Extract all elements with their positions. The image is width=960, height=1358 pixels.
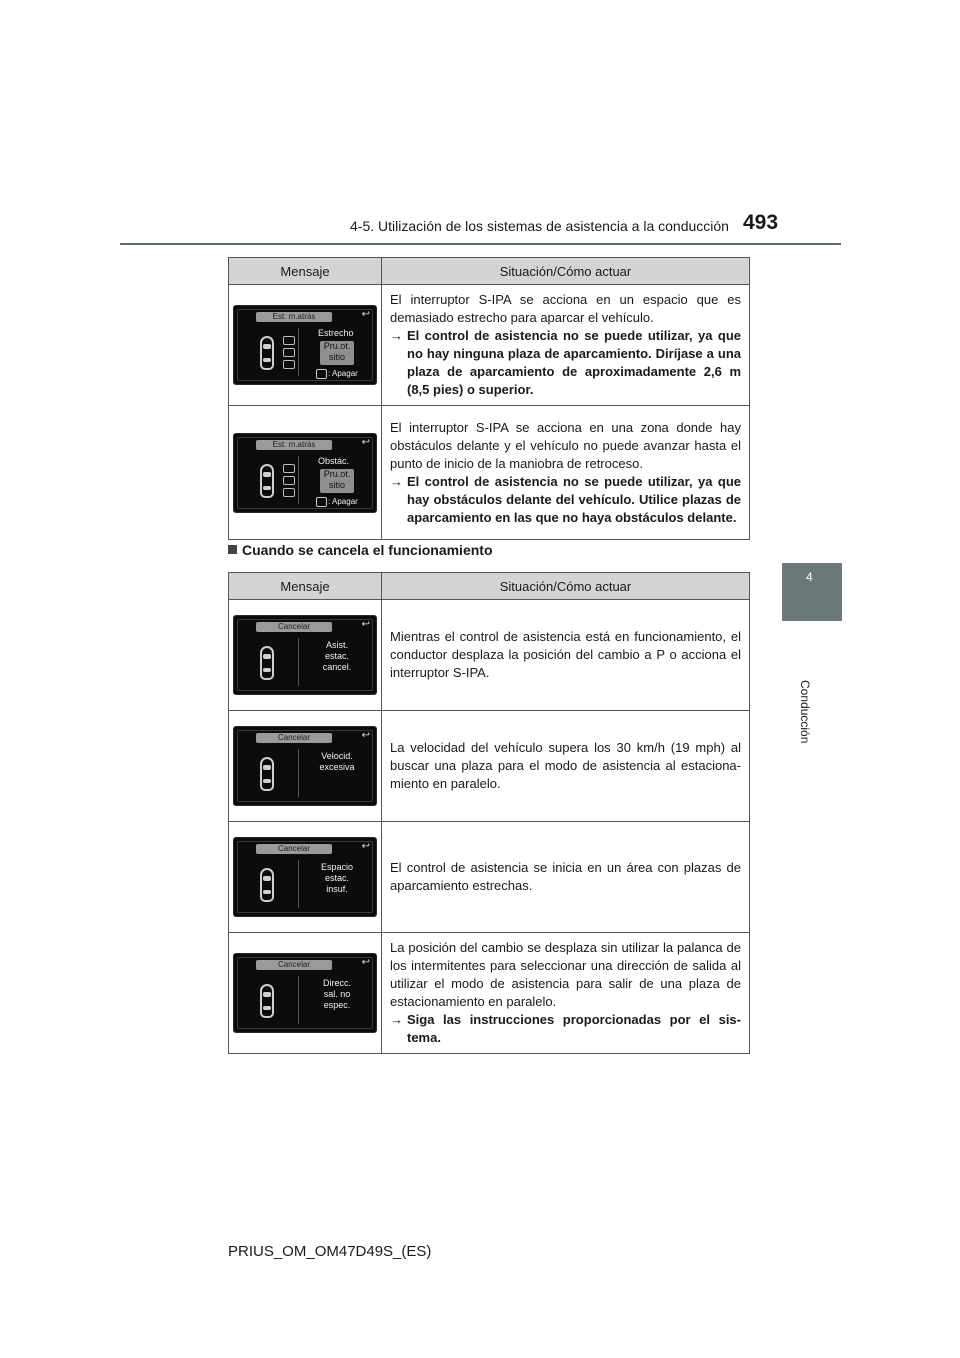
sipa-switch-icon: [316, 369, 327, 379]
back-icon: ↩: [361, 436, 370, 448]
screen-mode-bar: Cancelar: [256, 622, 332, 632]
screen-off-label: : Apagar: [316, 369, 358, 379]
car-icon: [260, 868, 274, 902]
message-cell: [229, 285, 382, 406]
page-number: 493: [743, 211, 779, 234]
back-icon: ↩: [361, 957, 370, 968]
back-icon: ↩: [361, 730, 370, 741]
message-cell: [229, 711, 382, 822]
document-code: PRIUS_OM_OM47D49S_(ES): [228, 1243, 432, 1260]
situation-text: La posición del cambio se desplaza sin utilizar la palanca de los intermitentes para seleccionar una dirección de salida al utilizar el modo de asistencia para salir de una plaza de estacionamiento en paralelo.: [390, 940, 741, 1009]
chapter-tab-number: 4: [806, 570, 813, 584]
table-row: [229, 933, 750, 1054]
table-row: [229, 600, 750, 711]
situation-text: El interruptor S-IPA se acciona en una zona donde hay obstáculos delante y el vehículo no puede avanzar hasta el punto de inicio de la maniobra de retroceso.: [390, 419, 741, 471]
situation-cell: [382, 822, 750, 933]
chapter-tab-label: Conducción: [798, 680, 812, 744]
table-row: [229, 822, 750, 933]
situation-cell: [382, 711, 750, 822]
screen-mode-bar: Cancelar: [256, 733, 332, 743]
back-icon: ↩: [361, 619, 370, 630]
situation-cell: [382, 933, 750, 1054]
back-icon: ↩: [361, 309, 370, 320]
back-icon: ↩: [361, 841, 370, 852]
sipa-switch-icon: [316, 497, 327, 507]
column-header-message: Mensaje: [229, 573, 382, 600]
arrow-icon: →: [390, 1012, 403, 1027]
message-table-2: [228, 572, 750, 1054]
column-header-situation: Situación/Cómo actuar: [382, 258, 750, 285]
screen-title: Obstác.: [318, 455, 350, 466]
action-text: Siga las instrucciones proporcionadas por el sis-tema.: [407, 1012, 741, 1045]
situation-text: El control de asistencia se inicia en un área con plazas de aparcamiento estrechas.: [390, 860, 741, 893]
column-header-message: Mensaje: [229, 258, 382, 285]
display-screen: [233, 726, 377, 806]
display-screen: [233, 837, 377, 917]
situation-text: Mientras el control de asistencia está en funcionamiento, el conductor desplaza la posición del cambio a P o acciona el interruptor S-IPA.: [390, 629, 741, 680]
action-text: El control de asistencia no se puede utilizar, ya que no hay ninguna plaza de aparcamiento. Diríjase a una plaza de aparcamiento de aproximadamente 2,6 m (8,5 pies) o superior.: [407, 328, 741, 397]
display-screen: [233, 433, 377, 513]
section-heading: Cuando se cancela el funcionamiento: [228, 542, 493, 558]
message-cell: [229, 822, 382, 933]
screen-action: Pru.ot. sitio: [320, 469, 354, 493]
table-row: [229, 406, 750, 540]
message-table-1: [228, 257, 750, 540]
screen-message: Espacio estac. insuf.: [320, 862, 354, 894]
display-screen: [233, 615, 377, 695]
situation-text: El interruptor S-IPA se acciona en un espacio que es demasiado estrecho para aparcar el vehículo.: [390, 292, 741, 325]
car-icon: [260, 336, 274, 370]
display-screen: [233, 953, 377, 1033]
situation-cell: [382, 285, 750, 406]
car-icon: [260, 646, 274, 680]
message-cell: [229, 933, 382, 1054]
screen-message: Direcc. sal. no espec.: [322, 978, 351, 1010]
arrow-icon: →: [390, 473, 403, 489]
screen-mode-bar: Est. m.atrás: [256, 440, 332, 450]
screen-mode-bar: Cancelar: [256, 960, 332, 970]
screen-action: Pru.ot. sitio: [320, 341, 354, 365]
message-cell: [229, 600, 382, 711]
message-cell: [229, 406, 382, 540]
table-row: [229, 711, 750, 822]
chapter-title: 4-5. Utilización de los sistemas de asistencia a la conducción: [350, 218, 729, 234]
screen-message: Velocid. excesiva: [319, 751, 355, 772]
car-icon: [260, 757, 274, 791]
parking-bays-icon: [283, 464, 295, 500]
bullet-square-icon: [228, 545, 237, 554]
chapter-tab: [782, 563, 842, 621]
situation-cell: [382, 600, 750, 711]
screen-off-label: : Apagar: [316, 497, 358, 507]
screen-message: Asist. estac. cancel.: [322, 640, 352, 672]
display-screen: [233, 305, 377, 385]
column-header-situation: Situación/Cómo actuar: [382, 573, 750, 600]
screen-title: Estrecho: [318, 328, 354, 338]
parking-bays-icon: [283, 336, 295, 372]
situation-text: La velocidad del vehículo supera los 30 km/h (19 mph) al buscar una plaza para el modo de asistencia al estaciona-miento en paralelo.: [390, 740, 741, 791]
header-rule: [120, 243, 841, 245]
action-text: El control de asistencia no se puede utilizar, ya que hay obstáculos delante del vehículo. Utilice plazas de aparcamiento en las que no haya obstáculos delante.: [407, 473, 741, 525]
screen-mode-bar: Cancelar: [256, 844, 332, 854]
table-row: [229, 285, 750, 406]
car-icon: [260, 984, 274, 1018]
screen-mode-bar: Est. m.atrás: [256, 312, 332, 322]
situation-cell: [382, 406, 750, 540]
car-icon: [260, 464, 274, 498]
arrow-icon: →: [390, 328, 403, 343]
